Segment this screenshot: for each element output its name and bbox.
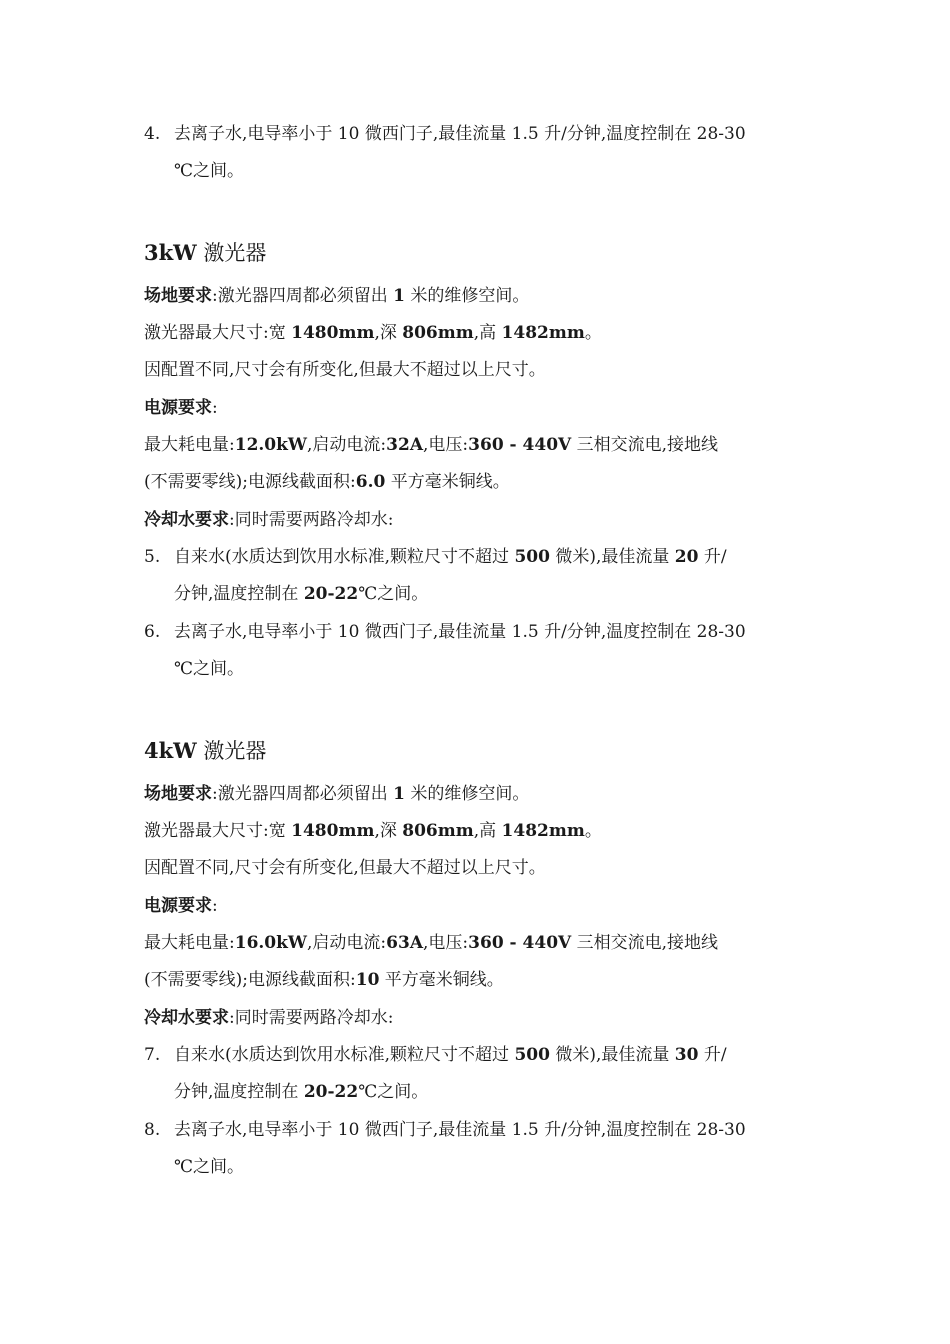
cooling-text: :同时需要两路冷却水: [229, 1008, 394, 1028]
list-number: 8. [144, 1120, 161, 1140]
heading-text: 激光器 [196, 739, 267, 763]
list-text: ℃之间。 [358, 584, 429, 604]
power-text: ,电压: [423, 933, 469, 953]
site-label: 场地要求 [144, 286, 212, 306]
power-text: (不需要零线);电源线截面积: [144, 472, 356, 492]
size-height: 1482mm [501, 821, 585, 841]
list-text: 去离子水,电导率小于 10 微西门子,最佳流量 1.5 升/分钟,温度控制在 28-30 [174, 1120, 746, 1140]
list-number: 5. [144, 547, 161, 567]
list-text: 自来水(水质达到饮用水标准,颗粒尺寸不超过 [174, 1045, 515, 1065]
list-item-4 [144, 123, 824, 145]
list-item-6 [144, 621, 824, 643]
start-current: 32A [386, 435, 424, 455]
site-requirement [144, 783, 824, 805]
size-text: 。 [584, 323, 602, 343]
power-label: 电源要求 [144, 896, 212, 916]
size-width: 1480mm [291, 821, 375, 841]
power-text: 平方毫米铜线。 [379, 970, 504, 990]
site-text: 米的维修空间。 [404, 784, 530, 804]
power-text: 最大耗电量: [144, 933, 235, 953]
cooling-label: 冷却水要求 [144, 510, 229, 530]
list-item-7-continuation [174, 1081, 854, 1103]
list-text: ℃之间。 [174, 659, 245, 679]
section-heading-3kw [144, 240, 824, 266]
list-text: ℃之间。 [174, 1157, 245, 1177]
config-note [144, 359, 824, 381]
list-text: 微米),最佳流量 [549, 547, 675, 567]
power-text: ,启动电流: [307, 435, 387, 455]
power-spec-continuation [144, 471, 824, 493]
power-text: ,电压: [423, 435, 469, 455]
size-depth: 806mm [402, 323, 474, 343]
cable-area: 10 [355, 970, 380, 990]
voltage: 360 - 440V [468, 435, 572, 455]
max-size [144, 322, 824, 344]
power-spec [144, 434, 824, 456]
list-text: 升/ [698, 1045, 727, 1065]
cooling-text: :同时需要两路冷却水: [229, 510, 394, 530]
power-text: (不需要零线);电源线截面积: [144, 970, 356, 990]
config-note-text: 因配置不同,尺寸会有所变化,但最大不超过以上尺寸。 [144, 858, 546, 878]
site-text: :激光器四周都必须留出 [212, 784, 394, 804]
power-text: 三相交流电,接地线 [571, 435, 719, 455]
size-text: 激光器最大尺寸:宽 [144, 821, 292, 841]
cooling-requirement [144, 1007, 824, 1029]
list-item-5-continuation [174, 583, 854, 605]
power-label: 电源要求 [144, 398, 212, 418]
list-text: ℃之间。 [174, 161, 245, 181]
size-text: 。 [584, 821, 602, 841]
list-number: 4. [144, 124, 161, 144]
site-text: 米的维修空间。 [404, 286, 530, 306]
list-number: 7. [144, 1045, 161, 1065]
list-text: 自来水(水质达到饮用水标准,颗粒尺寸不超过 [174, 547, 515, 567]
heading-power: 3kW [144, 240, 197, 265]
power-text: 最大耗电量: [144, 435, 235, 455]
list-item-5 [144, 546, 824, 568]
particle-size: 500 [514, 547, 550, 567]
voltage: 360 - 440V [468, 933, 572, 953]
cable-area: 6.0 [355, 472, 386, 492]
max-size [144, 820, 824, 842]
list-item-6-continuation [174, 658, 854, 680]
site-text: :激光器四周都必须留出 [212, 286, 394, 306]
temperature-range: 20-22 [303, 584, 359, 604]
section-heading-4kw [144, 738, 824, 764]
list-item-7 [144, 1044, 824, 1066]
cooling-label: 冷却水要求 [144, 1008, 229, 1028]
size-text: ,高 [473, 821, 502, 841]
power-consumption: 16.0kW [234, 933, 308, 953]
power-requirement-heading [144, 397, 824, 419]
power-colon: : [212, 896, 218, 916]
power-colon: : [212, 398, 218, 418]
config-note [144, 857, 824, 879]
particle-size: 500 [514, 1045, 550, 1065]
power-requirement-heading [144, 895, 824, 917]
list-text: 去离子水,电导率小于 10 微西门子,最佳流量 1.5 升/分钟,温度控制在 28-30 [174, 622, 746, 642]
size-width: 1480mm [291, 323, 375, 343]
power-consumption: 12.0kW [234, 435, 308, 455]
temperature-range: 20-22 [303, 1082, 359, 1102]
power-spec-continuation [144, 969, 824, 991]
flow-rate: 20 [674, 547, 699, 567]
list-text: ℃之间。 [358, 1082, 429, 1102]
site-requirement [144, 285, 824, 307]
list-item-8 [144, 1119, 824, 1141]
start-current: 63A [386, 933, 424, 953]
size-text: ,深 [374, 821, 403, 841]
cooling-requirement [144, 509, 824, 531]
size-text: 激光器最大尺寸:宽 [144, 323, 292, 343]
list-text: 分钟,温度控制在 [174, 584, 304, 604]
power-text: 平方毫米铜线。 [385, 472, 510, 492]
size-height: 1482mm [501, 323, 585, 343]
power-spec [144, 932, 824, 954]
flow-rate: 30 [674, 1045, 699, 1065]
list-text: 去离子水,电导率小于 10 微西门子,最佳流量 1.5 升/分钟,温度控制在 28-30 [174, 124, 746, 144]
site-distance: 1 [393, 286, 405, 306]
heading-power: 4kW [144, 738, 197, 763]
list-text: 升/ [698, 547, 727, 567]
list-text: 微米),最佳流量 [549, 1045, 675, 1065]
site-distance: 1 [393, 784, 405, 804]
size-depth: 806mm [402, 821, 474, 841]
power-text: ,启动电流: [307, 933, 387, 953]
list-number: 6. [144, 622, 161, 642]
size-text: ,深 [374, 323, 403, 343]
list-item-8-continuation [174, 1156, 854, 1178]
heading-text: 激光器 [196, 241, 267, 265]
site-label: 场地要求 [144, 784, 212, 804]
list-text: 分钟,温度控制在 [174, 1082, 304, 1102]
size-text: ,高 [473, 323, 502, 343]
list-item-4-continuation [174, 160, 854, 182]
config-note-text: 因配置不同,尺寸会有所变化,但最大不超过以上尺寸。 [144, 360, 546, 380]
power-text: 三相交流电,接地线 [571, 933, 719, 953]
